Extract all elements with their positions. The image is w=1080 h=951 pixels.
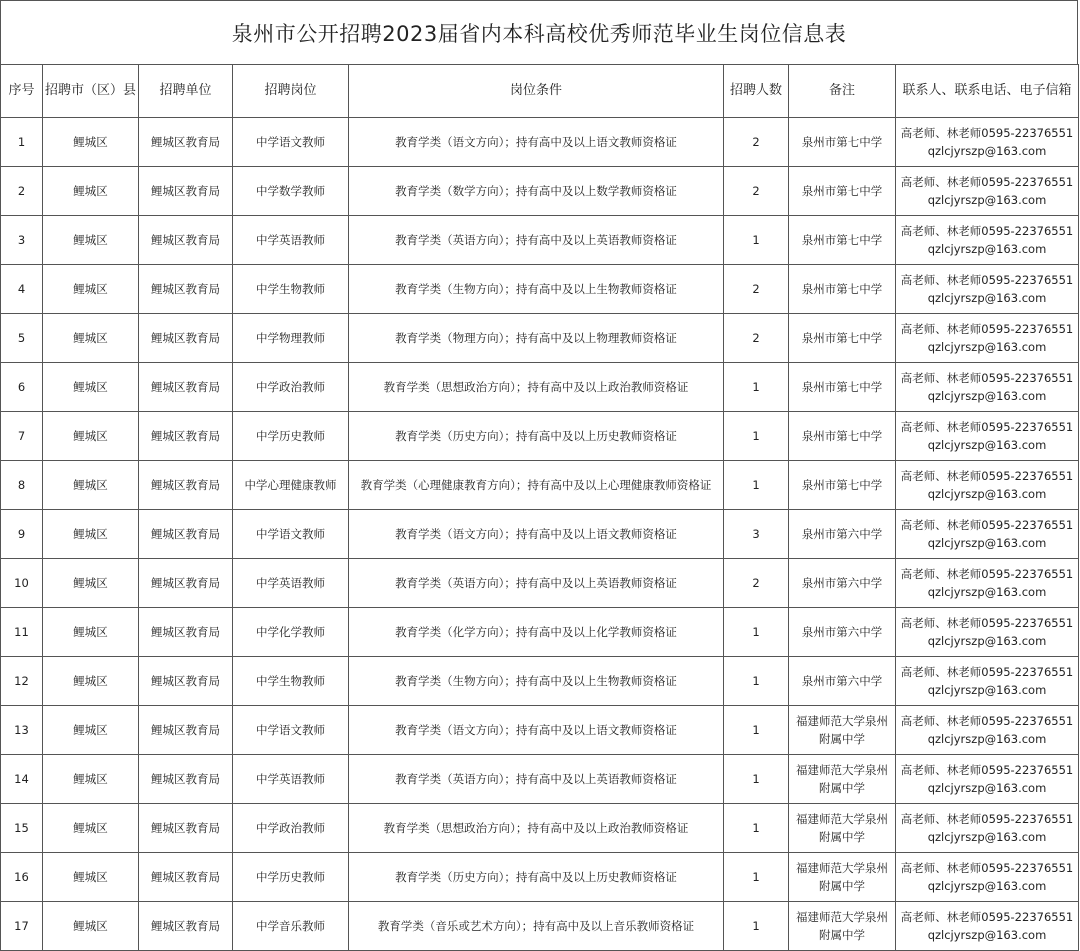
cell-position: 中学生物教师 [233, 657, 349, 706]
cell-district: 鲤城区 [43, 608, 139, 657]
cell-serial: 6 [1, 363, 43, 412]
cell-count: 1 [724, 902, 789, 951]
cell-note: 泉州市第七中学 [789, 363, 896, 412]
cell-serial: 10 [1, 559, 43, 608]
cell-conditions: 教育学类（数学方向）；持有高中及以上数学教师资格证 [349, 167, 724, 216]
cell-serial: 9 [1, 510, 43, 559]
table-row [1, 314, 1079, 363]
cell-note: 泉州市第六中学 [789, 510, 896, 559]
cell-conditions: 教育学类（英语方向）；持有高中及以上英语教师资格证 [349, 755, 724, 804]
contact-person-phone: 高老师、林老师0595-22376551 [900, 714, 1074, 728]
cell-district: 鲤城区 [43, 755, 139, 804]
header-unit: 招聘单位 [139, 65, 233, 118]
cell-conditions: 教育学类（心理健康教育方向）；持有高中及以上心理健康教师资格证 [349, 461, 724, 510]
cell-contact [896, 559, 1079, 608]
cell-position: 中学音乐教师 [233, 902, 349, 951]
cell-count: 2 [724, 559, 789, 608]
cell-position: 中学语文教师 [233, 510, 349, 559]
cell-unit: 鲤城区教育局 [139, 706, 233, 755]
cell-serial: 11 [1, 608, 43, 657]
cell-note: 泉州市第六中学 [789, 608, 896, 657]
cell-contact [896, 902, 1079, 951]
table-row [1, 363, 1079, 412]
cell-unit: 鲤城区教育局 [139, 804, 233, 853]
contact-email: qzlcjyrszp@163.com [927, 144, 1047, 158]
cell-unit: 鲤城区教育局 [139, 755, 233, 804]
table-row [1, 412, 1079, 461]
header-contact: 联系人、联系电话、电子信箱 [896, 65, 1079, 118]
cell-note: 福建师范大学泉州附属中学 [789, 706, 896, 755]
cell-note: 泉州市第七中学 [789, 461, 896, 510]
contact-person-phone: 高老师、林老师0595-22376551 [900, 273, 1074, 287]
contact-person-phone: 高老师、林老师0595-22376551 [900, 518, 1074, 532]
cell-unit: 鲤城区教育局 [139, 216, 233, 265]
cell-contact [896, 461, 1079, 510]
cell-count: 2 [724, 167, 789, 216]
header-district: 招聘市（区）县 [43, 65, 139, 118]
cell-serial: 16 [1, 853, 43, 902]
contact-email: qzlcjyrszp@163.com [927, 389, 1047, 403]
header-position: 招聘岗位 [233, 65, 349, 118]
cell-district: 鲤城区 [43, 510, 139, 559]
cell-position: 中学政治教师 [233, 804, 349, 853]
contact-email: qzlcjyrszp@163.com [927, 438, 1047, 452]
cell-serial: 17 [1, 902, 43, 951]
cell-contact [896, 118, 1079, 167]
table-row [1, 853, 1079, 902]
contact-person-phone: 高老师、林老师0595-22376551 [900, 812, 1074, 826]
cell-position: 中学化学教师 [233, 608, 349, 657]
cell-position: 中学英语教师 [233, 559, 349, 608]
cell-position: 中学英语教师 [233, 755, 349, 804]
cell-contact [896, 804, 1079, 853]
cell-count: 1 [724, 363, 789, 412]
contact-email: qzlcjyrszp@163.com [927, 487, 1047, 501]
cell-contact [896, 755, 1079, 804]
cell-conditions: 教育学类（生物方向）；持有高中及以上生物教师资格证 [349, 265, 724, 314]
cell-note: 泉州市第七中学 [789, 314, 896, 363]
contact-person-phone: 高老师、林老师0595-22376551 [900, 616, 1074, 630]
contact-person-phone: 高老师、林老师0595-22376551 [900, 371, 1074, 385]
cell-note: 泉州市第七中学 [789, 216, 896, 265]
table-row [1, 902, 1079, 951]
header-serial: 序号 [1, 65, 43, 118]
cell-conditions: 教育学类（物理方向）；持有高中及以上物理教师资格证 [349, 314, 724, 363]
cell-district: 鲤城区 [43, 167, 139, 216]
cell-contact [896, 216, 1079, 265]
cell-position: 中学数学教师 [233, 167, 349, 216]
cell-conditions: 教育学类（英语方向）；持有高中及以上英语教师资格证 [349, 559, 724, 608]
contact-email: qzlcjyrszp@163.com [927, 536, 1047, 550]
cell-serial: 4 [1, 265, 43, 314]
cell-conditions: 教育学类（音乐或艺术方向）；持有高中及以上音乐教师资格证 [349, 902, 724, 951]
table-row [1, 559, 1079, 608]
header-count: 招聘人数 [724, 65, 789, 118]
cell-conditions: 教育学类（语文方向）；持有高中及以上语文教师资格证 [349, 118, 724, 167]
table-row [1, 706, 1079, 755]
cell-district: 鲤城区 [43, 118, 139, 167]
contact-person-phone: 高老师、林老师0595-22376551 [900, 224, 1074, 238]
cell-note: 福建师范大学泉州附属中学 [789, 755, 896, 804]
title-bar [0, 0, 1078, 64]
cell-position: 中学物理教师 [233, 314, 349, 363]
cell-position: 中学语文教师 [233, 706, 349, 755]
contact-email: qzlcjyrszp@163.com [927, 193, 1047, 207]
cell-district: 鲤城区 [43, 706, 139, 755]
table-row [1, 118, 1079, 167]
cell-note: 福建师范大学泉州附属中学 [789, 804, 896, 853]
contact-person-phone: 高老师、林老师0595-22376551 [900, 763, 1074, 777]
cell-contact [896, 167, 1079, 216]
contact-person-phone: 高老师、林老师0595-22376551 [900, 322, 1074, 336]
cell-unit: 鲤城区教育局 [139, 608, 233, 657]
cell-conditions: 教育学类（语文方向）；持有高中及以上语文教师资格证 [349, 706, 724, 755]
cell-serial: 5 [1, 314, 43, 363]
cell-note: 福建师范大学泉州附属中学 [789, 853, 896, 902]
header-note: 备注 [789, 65, 896, 118]
cell-note: 福建师范大学泉州附属中学 [789, 902, 896, 951]
table-row [1, 265, 1079, 314]
cell-contact [896, 363, 1079, 412]
contact-email: qzlcjyrszp@163.com [927, 291, 1047, 305]
contact-email: qzlcjyrszp@163.com [927, 340, 1047, 354]
table-row [1, 755, 1079, 804]
cell-count: 2 [724, 314, 789, 363]
cell-serial: 14 [1, 755, 43, 804]
cell-district: 鲤城区 [43, 853, 139, 902]
cell-serial: 15 [1, 804, 43, 853]
table-body [1, 118, 1079, 951]
cell-position: 中学英语教师 [233, 216, 349, 265]
table-row [1, 461, 1079, 510]
cell-count: 1 [724, 804, 789, 853]
cell-district: 鲤城区 [43, 412, 139, 461]
cell-contact [896, 314, 1079, 363]
cell-unit: 鲤城区教育局 [139, 510, 233, 559]
cell-unit: 鲤城区教育局 [139, 853, 233, 902]
table-header-row [1, 65, 1079, 118]
cell-conditions: 教育学类（思想政治方向）；持有高中及以上政治教师资格证 [349, 804, 724, 853]
cell-district: 鲤城区 [43, 265, 139, 314]
cell-position: 中学历史教师 [233, 853, 349, 902]
cell-count: 1 [724, 706, 789, 755]
cell-district: 鲤城区 [43, 363, 139, 412]
cell-position: 中学语文教师 [233, 118, 349, 167]
cell-serial: 13 [1, 706, 43, 755]
table-row [1, 167, 1079, 216]
contact-email: qzlcjyrszp@163.com [927, 683, 1047, 697]
cell-serial: 8 [1, 461, 43, 510]
cell-district: 鲤城区 [43, 804, 139, 853]
cell-contact [896, 657, 1079, 706]
table-row [1, 608, 1079, 657]
cell-conditions: 教育学类（语文方向）；持有高中及以上语文教师资格证 [349, 510, 724, 559]
cell-position: 中学生物教师 [233, 265, 349, 314]
cell-count: 1 [724, 412, 789, 461]
cell-conditions: 教育学类（生物方向）；持有高中及以上生物教师资格证 [349, 657, 724, 706]
cell-unit: 鲤城区教育局 [139, 559, 233, 608]
cell-contact [896, 706, 1079, 755]
cell-conditions: 教育学类（化学方向）；持有高中及以上化学教师资格证 [349, 608, 724, 657]
cell-conditions: 教育学类（历史方向）；持有高中及以上历史教师资格证 [349, 853, 724, 902]
cell-unit: 鲤城区教育局 [139, 314, 233, 363]
cell-count: 1 [724, 608, 789, 657]
cell-count: 2 [724, 118, 789, 167]
cell-unit: 鲤城区教育局 [139, 265, 233, 314]
cell-district: 鲤城区 [43, 902, 139, 951]
cell-district: 鲤城区 [43, 314, 139, 363]
cell-count: 1 [724, 461, 789, 510]
contact-person-phone: 高老师、林老师0595-22376551 [900, 420, 1074, 434]
table-row [1, 657, 1079, 706]
table-row [1, 216, 1079, 265]
cell-unit: 鲤城区教育局 [139, 461, 233, 510]
cell-count: 1 [724, 216, 789, 265]
cell-contact [896, 853, 1079, 902]
cell-count: 1 [724, 853, 789, 902]
cell-note: 泉州市第七中学 [789, 118, 896, 167]
cell-contact [896, 265, 1079, 314]
contact-person-phone: 高老师、林老师0595-22376551 [900, 665, 1074, 679]
cell-conditions: 教育学类（历史方向）；持有高中及以上历史教师资格证 [349, 412, 724, 461]
contact-person-phone: 高老师、林老师0595-22376551 [900, 175, 1074, 189]
cell-count: 2 [724, 265, 789, 314]
cell-unit: 鲤城区教育局 [139, 657, 233, 706]
contact-email: qzlcjyrszp@163.com [927, 781, 1047, 795]
cell-position: 中学心理健康教师 [233, 461, 349, 510]
contact-email: qzlcjyrszp@163.com [927, 242, 1047, 256]
position-table [0, 64, 1079, 951]
cell-district: 鲤城区 [43, 657, 139, 706]
cell-contact [896, 608, 1079, 657]
cell-position: 中学历史教师 [233, 412, 349, 461]
cell-conditions: 教育学类（思想政治方向）；持有高中及以上政治教师资格证 [349, 363, 724, 412]
cell-serial: 12 [1, 657, 43, 706]
cell-district: 鲤城区 [43, 559, 139, 608]
cell-count: 1 [724, 657, 789, 706]
contact-person-phone: 高老师、林老师0595-22376551 [900, 126, 1074, 140]
contact-email: qzlcjyrszp@163.com [927, 634, 1047, 648]
cell-position: 中学政治教师 [233, 363, 349, 412]
cell-serial: 2 [1, 167, 43, 216]
cell-note: 泉州市第七中学 [789, 167, 896, 216]
cell-unit: 鲤城区教育局 [139, 167, 233, 216]
cell-unit: 鲤城区教育局 [139, 412, 233, 461]
cell-serial: 7 [1, 412, 43, 461]
contact-email: qzlcjyrszp@163.com [927, 585, 1047, 599]
cell-note: 泉州市第六中学 [789, 657, 896, 706]
contact-person-phone: 高老师、林老师0595-22376551 [900, 861, 1074, 875]
cell-unit: 鲤城区教育局 [139, 363, 233, 412]
cell-count: 3 [724, 510, 789, 559]
cell-contact [896, 412, 1079, 461]
cell-unit: 鲤城区教育局 [139, 118, 233, 167]
cell-conditions: 教育学类（英语方向）；持有高中及以上英语教师资格证 [349, 216, 724, 265]
cell-serial: 3 [1, 216, 43, 265]
cell-note: 泉州市第七中学 [789, 265, 896, 314]
cell-district: 鲤城区 [43, 216, 139, 265]
contact-person-phone: 高老师、林老师0595-22376551 [900, 469, 1074, 483]
page-title: 泉州市公开招聘2023届省内本科高校优秀师范毕业生岗位信息表 [231, 21, 847, 46]
contact-person-phone: 高老师、林老师0595-22376551 [900, 567, 1074, 581]
cell-count: 1 [724, 755, 789, 804]
cell-contact [896, 510, 1079, 559]
cell-note: 泉州市第七中学 [789, 412, 896, 461]
contact-person-phone: 高老师、林老师0595-22376551 [900, 910, 1074, 924]
table-row [1, 510, 1079, 559]
contact-email: qzlcjyrszp@163.com [927, 732, 1047, 746]
contact-email: qzlcjyrszp@163.com [927, 879, 1047, 893]
contact-email: qzlcjyrszp@163.com [927, 928, 1047, 942]
table-row [1, 804, 1079, 853]
header-conditions: 岗位条件 [349, 65, 724, 118]
cell-unit: 鲤城区教育局 [139, 902, 233, 951]
cell-district: 鲤城区 [43, 461, 139, 510]
contact-email: qzlcjyrszp@163.com [927, 830, 1047, 844]
cell-note: 泉州市第六中学 [789, 559, 896, 608]
cell-serial: 1 [1, 118, 43, 167]
